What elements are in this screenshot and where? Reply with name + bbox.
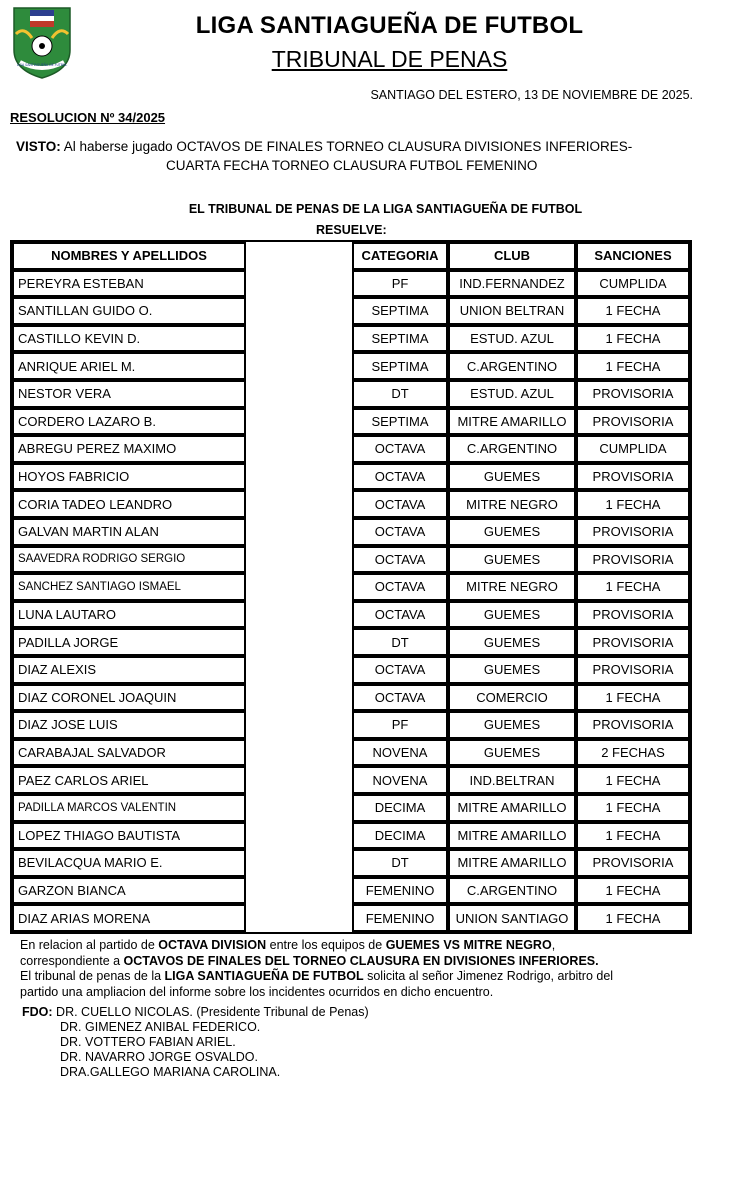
table-row [12, 739, 690, 767]
footer-text: entre los equipos de [266, 938, 386, 952]
row-name: GARZON BIANCA [12, 877, 246, 905]
row-name: CASTILLO KEVIN D. [12, 325, 246, 353]
row-sanction: 1 FECHA [576, 822, 690, 850]
signature-2: DR. GIMENEZ ANIBAL FEDERICO. [60, 1020, 261, 1034]
row-name: LUNA LAUTARO [12, 601, 246, 629]
table-row [12, 877, 690, 905]
row-name: DIAZ CORONEL JOAQUIN [12, 684, 246, 712]
visto-label: VISTO: [16, 139, 61, 154]
footer-bold: OCTAVA DIVISION [158, 938, 267, 952]
footer-text: En relacion al partido de [20, 938, 159, 952]
row-club: GUEMES [448, 601, 576, 629]
row-category: OCTAVA [352, 546, 448, 574]
footer-text: correspondiente a [20, 953, 124, 968]
row-sanction: 1 FECHA [576, 490, 690, 518]
row-sanction: PROVISORIA [576, 656, 690, 684]
table-row [12, 297, 690, 325]
table-header-row [12, 242, 690, 270]
row-name: GALVAN MARTIN ALAN [12, 518, 246, 546]
row-club: MITRE NEGRO [448, 490, 576, 518]
row-name: ANRIQUE ARIEL M. [12, 352, 246, 380]
table-row [12, 546, 690, 574]
table-row [12, 325, 690, 353]
row-name: PADILLA JORGE [12, 628, 246, 656]
footer-bold: OCTAVOS DE FINALES DEL TORNEO CLAUSURA EN DIVISIONES INFERIORES. [123, 953, 599, 968]
table-row [12, 794, 690, 822]
table-row [12, 270, 690, 298]
row-category: DT [352, 628, 448, 656]
row-name: LOPEZ THIAGO BAUTISTA [12, 822, 246, 850]
row-name: NESTOR VERA [12, 380, 246, 408]
row-sanction: PROVISORIA [576, 463, 690, 491]
sanctions-table [10, 240, 692, 934]
table-row [12, 766, 690, 794]
row-club: ESTUD. AZUL [448, 380, 576, 408]
date-line: SANTIAGO DEL ESTERO, 13 DE NOVIEMBRE DE 2025. [370, 88, 693, 102]
row-club: UNION BELTRAN [448, 297, 576, 325]
signatures-label: FDO: [22, 1005, 53, 1019]
row-category: PF [352, 711, 448, 739]
tribunal-line: EL TRIBUNAL DE PENAS DE LA LIGA SANTIAGUEÑA DE FUTBOL [188, 202, 583, 216]
table-row [12, 822, 690, 850]
footer-bold: LIGA SANTIAGUEÑA DE FUTBOL [164, 969, 364, 983]
row-club: C.ARGENTINO [448, 877, 576, 905]
signature-3: DR. VOTTERO FABIAN ARIEL. [60, 1035, 236, 1049]
row-category: OCTAVA [352, 463, 448, 491]
table-row [12, 904, 690, 932]
header-category: CATEGORIA [352, 242, 448, 270]
footer-text: solicita al señor Jimenez Rodrigo, arbitro del [363, 969, 614, 983]
row-sanction: 1 FECHA [576, 904, 690, 932]
row-sanction: 1 FECHA [576, 325, 690, 353]
signature-4: DR. NAVARRO JORGE OSVALDO. [60, 1050, 258, 1064]
visto-paragraph [16, 137, 716, 175]
row-club: GUEMES [448, 628, 576, 656]
table-row [12, 601, 690, 629]
row-sanction: 1 FECHA [576, 573, 690, 601]
row-name: PAEZ CARLOS ARIEL [12, 766, 246, 794]
footer-bold: GUEMES VS MITRE NEGRO [385, 938, 552, 952]
row-category: OCTAVA [352, 656, 448, 684]
row-sanction: 1 FECHA [576, 352, 690, 380]
row-name: HOYOS FABRICIO [12, 463, 246, 491]
row-sanction: PROVISORIA [576, 380, 690, 408]
resuelve-label: RESUELVE: [316, 223, 387, 237]
row-club: GUEMES [448, 518, 576, 546]
table-row [12, 573, 690, 601]
row-name: CARABAJAL SALVADOR [12, 739, 246, 767]
row-club: MITRE AMARILLO [448, 408, 576, 436]
table-row [12, 408, 690, 436]
logo-text: LIGA SANTIAGUEÑA DE FUTBOL [16, 63, 68, 67]
row-category: SEPTIMA [352, 352, 448, 380]
header-name: NOMBRES Y APELLIDOS [12, 242, 246, 270]
row-club: C.ARGENTINO [448, 435, 576, 463]
signature-1: DR. CUELLO NICOLAS. (Presidente Tribunal de Penas) [52, 1005, 369, 1019]
row-club: COMERCIO [448, 684, 576, 712]
row-category: FEMENINO [352, 877, 448, 905]
table-row [12, 711, 690, 739]
row-category: SEPTIMA [352, 325, 448, 353]
table-row [12, 518, 690, 546]
row-category: DECIMA [352, 794, 448, 822]
row-sanction: CUMPLIDA [576, 270, 690, 298]
row-category: OCTAVA [352, 490, 448, 518]
row-sanction: 1 FECHA [576, 794, 690, 822]
table-row [12, 352, 690, 380]
row-sanction: PROVISORIA [576, 849, 690, 877]
row-club: GUEMES [448, 546, 576, 574]
table-row [12, 380, 690, 408]
row-category: DT [352, 849, 448, 877]
row-sanction: 1 FECHA [576, 684, 690, 712]
signature-5: DRA.GALLEGO MARIANA CAROLINA. [60, 1065, 281, 1079]
row-category: OCTAVA [352, 684, 448, 712]
row-club: UNION SANTIAGO [448, 904, 576, 932]
table-row [12, 628, 690, 656]
row-name: CORDERO LAZARO B. [12, 408, 246, 436]
row-category: OCTAVA [352, 435, 448, 463]
row-category: DECIMA [352, 822, 448, 850]
row-sanction: 1 FECHA [576, 877, 690, 905]
row-name: SAAVEDRA RODRIGO SERGIO [12, 546, 246, 574]
table-row [12, 656, 690, 684]
row-club: MITRE AMARILLO [448, 822, 576, 850]
row-club: C.ARGENTINO [448, 352, 576, 380]
row-club: GUEMES [448, 711, 576, 739]
resolution-number: RESOLUCION Nº 34/2025 [10, 110, 166, 125]
row-sanction: PROVISORIA [576, 518, 690, 546]
row-name: ABREGU PEREZ MAXIMO [12, 435, 246, 463]
visto-line-1: Al haberse jugado OCTAVOS DE FINALES TORNEO CLAUSURA DIVISIONES INFERIORES- [60, 139, 633, 154]
row-category: DT [352, 380, 448, 408]
row-sanction: 2 FECHAS [576, 739, 690, 767]
row-category: OCTAVA [352, 601, 448, 629]
row-club: ESTUD. AZUL [448, 325, 576, 353]
table-row [12, 463, 690, 491]
table-row [12, 435, 690, 463]
header-club: CLUB [448, 242, 576, 270]
row-sanction: PROVISORIA [576, 408, 690, 436]
row-category: NOVENA [352, 766, 448, 794]
row-club: GUEMES [448, 739, 576, 767]
row-name: SANTILLAN GUIDO O. [12, 297, 246, 325]
row-club: GUEMES [448, 463, 576, 491]
row-category: FEMENINO [352, 904, 448, 932]
signatures [22, 1005, 369, 1080]
row-name: DIAZ ARIAS MORENA [12, 904, 246, 932]
row-name: CORIA TADEO LEANDRO [12, 490, 246, 518]
row-club: MITRE AMARILLO [448, 849, 576, 877]
row-club: IND.FERNANDEZ [448, 270, 576, 298]
row-category: OCTAVA [352, 518, 448, 546]
footer-text: El tribunal de penas de la [20, 969, 165, 983]
row-category: OCTAVA [352, 573, 448, 601]
table-row [12, 849, 690, 877]
row-sanction: PROVISORIA [576, 628, 690, 656]
row-category: PF [352, 270, 448, 298]
table-row [12, 490, 690, 518]
row-sanction: PROVISORIA [576, 711, 690, 739]
row-category: NOVENA [352, 739, 448, 767]
footer-text: , [551, 938, 556, 952]
row-club: MITRE NEGRO [448, 573, 576, 601]
row-sanction: 1 FECHA [576, 766, 690, 794]
row-name: DIAZ JOSE LUIS [12, 711, 246, 739]
row-club: GUEMES [448, 656, 576, 684]
row-category: SEPTIMA [352, 297, 448, 325]
row-name: DIAZ ALEXIS [12, 656, 246, 684]
row-sanction: CUMPLIDA [576, 435, 690, 463]
footer-text: partido una ampliacion del informe sobre los incidentes ocurridos en dicho encuentro. [20, 984, 494, 999]
row-club: IND.BELTRAN [448, 766, 576, 794]
page-title: LIGA SANTIAGUEÑA DE FUTBOL [195, 12, 584, 39]
row-sanction: PROVISORIA [576, 546, 690, 574]
row-name: SANCHEZ SANTIAGO ISMAEL [12, 573, 246, 601]
visto-line-2: CUARTA FECHA TORNEO CLAUSURA FUTBOL FEMENINO [166, 158, 538, 173]
row-name: BEVILACQUA MARIO E. [12, 849, 246, 877]
row-sanction: 1 FECHA [576, 297, 690, 325]
header-sanctions: SANCIONES [576, 242, 690, 270]
page-subtitle: TRIBUNAL DE PENAS [271, 46, 508, 72]
row-category: SEPTIMA [352, 408, 448, 436]
row-club: MITRE AMARILLO [448, 794, 576, 822]
footer-note [20, 938, 710, 1000]
row-name: PEREYRA ESTEBAN [12, 270, 246, 298]
row-name: PADILLA MARCOS VALENTIN [12, 794, 246, 822]
row-sanction: PROVISORIA [576, 601, 690, 629]
table-row [12, 684, 690, 712]
